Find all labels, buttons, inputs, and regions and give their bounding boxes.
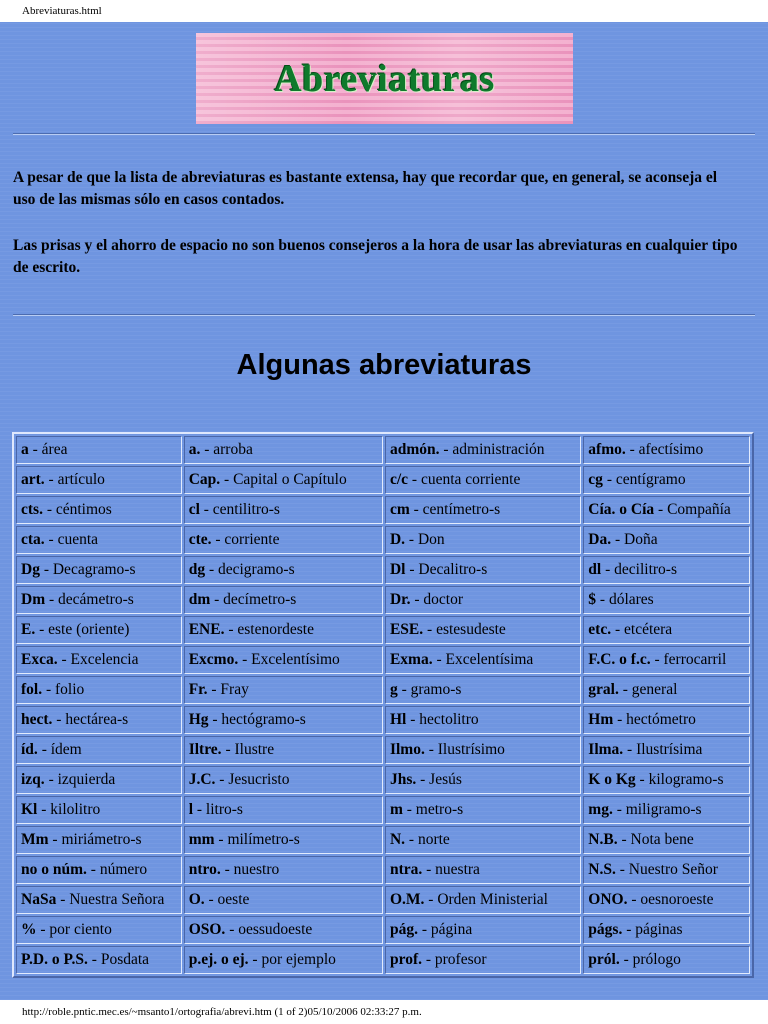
abbreviation-meaning: - Nuestro Señor (615, 861, 718, 878)
table-cell (184, 856, 383, 884)
abbreviation-meaning: - estesudeste (423, 621, 506, 638)
table-cell (583, 766, 750, 794)
table-cell (184, 796, 383, 824)
abbreviation: Exca. (21, 651, 58, 668)
table-cell (16, 646, 182, 674)
abbreviation: Excmo. (188, 651, 239, 668)
table-cell (385, 466, 581, 494)
table-cell (184, 526, 383, 554)
abbreviation-meaning: - este (oriente) (35, 621, 130, 638)
abbreviation: prof. (389, 951, 422, 968)
banner-title: Abreviaturas (274, 57, 495, 100)
table-cell (184, 436, 383, 464)
abbreviation: ENE. (188, 621, 225, 638)
abbreviation: dm (188, 591, 211, 608)
table-row (16, 796, 750, 824)
abbreviation: cts. (21, 501, 43, 518)
table-cell (16, 766, 182, 794)
table-cell (184, 466, 383, 494)
table-cell (583, 496, 750, 524)
abbreviation: págs. (588, 921, 623, 938)
abbreviation-meaning: - cuenta (44, 531, 99, 548)
abbreviation: % (21, 921, 37, 938)
title-banner (196, 33, 573, 124)
abbreviation-meaning: - por ciento (36, 921, 112, 938)
table-cell (385, 946, 581, 974)
table-cell (583, 916, 750, 944)
abbreviation-meaning: - Jesucristo (215, 771, 290, 788)
abbreviation: Fr. (188, 681, 208, 698)
abbreviation: Jhs. (389, 771, 417, 788)
table-cell (385, 496, 581, 524)
abbreviation: Hm (588, 711, 614, 728)
abbreviation: gral. (588, 681, 619, 698)
table-cell (16, 436, 182, 464)
abbreviation: mm (188, 831, 215, 848)
table-cell (385, 826, 581, 854)
table-cell (16, 886, 182, 914)
table-row (16, 706, 750, 734)
table-cell (385, 766, 581, 794)
table-cell (583, 676, 750, 704)
table-cell (583, 736, 750, 764)
table-cell (583, 556, 750, 584)
abbreviation: hect. (21, 711, 53, 728)
table-cell (16, 556, 182, 584)
abbreviation-meaning: - litro-s (193, 801, 243, 818)
table-cell (583, 796, 750, 824)
abbreviation: cg (588, 471, 603, 488)
abbreviation: pról. (588, 951, 620, 968)
abbreviation-meaning: - oesnoroeste (627, 891, 714, 908)
table-cell (385, 706, 581, 734)
abbreviation-meaning: - Nota bene (617, 831, 694, 848)
abbreviation-meaning: - Ilustre (221, 741, 275, 758)
abbreviation: Mm (21, 831, 49, 848)
table-cell (184, 646, 383, 674)
divider-top (13, 133, 755, 135)
abbreviations-table (12, 432, 754, 978)
abbreviation-meaning: - artículo (44, 471, 105, 488)
abbreviation-meaning: - hectógramo-s (208, 711, 306, 728)
abbreviation: ESE. (389, 621, 424, 638)
abbreviation-meaning: - nuestra (422, 861, 480, 878)
abbreviation-meaning: - kilogramo-s (635, 771, 724, 788)
abbreviation-meaning: - Fray (207, 681, 249, 698)
abbreviation-meaning: - miriámetro-s (48, 831, 142, 848)
abbreviation-meaning: - izquierda (44, 771, 116, 788)
table-row (16, 916, 750, 944)
section-title: Algunas abreviaturas (236, 349, 532, 381)
abbreviation-meaning: - centilitro-s (199, 501, 280, 518)
table-cell (184, 586, 383, 614)
abbreviation-meaning: - decámetro-s (45, 591, 134, 608)
table-row (16, 646, 750, 674)
table-row (16, 676, 750, 704)
abbreviation: F.C. o f.c. (588, 651, 651, 668)
table-row (16, 856, 750, 884)
table-cell (385, 616, 581, 644)
table-cell (16, 466, 182, 494)
table-cell (583, 436, 750, 464)
table-cell (184, 886, 383, 914)
table-cell (16, 526, 182, 554)
abbreviation: Dl (389, 561, 406, 578)
abbreviation-meaning: - Orden Ministerial (424, 891, 548, 908)
abbreviation: Cap. (188, 471, 221, 488)
abbreviation: g (389, 681, 398, 698)
abbreviation: O.M. (389, 891, 425, 908)
abbreviation: ONO. (588, 891, 628, 908)
abbreviation: afmo. (588, 441, 626, 458)
abbreviation: N. (389, 831, 406, 848)
abbreviation-meaning: - Jesús (416, 771, 462, 788)
abbreviation-meaning: - folio (42, 681, 85, 698)
abbreviation-meaning: - céntimos (42, 501, 112, 518)
abbreviation-meaning: - gramo-s (397, 681, 462, 698)
table-row (16, 766, 750, 794)
abbreviation-meaning: - centímetro-s (409, 501, 501, 518)
abbreviation: cta. (21, 531, 45, 548)
table-cell (16, 856, 182, 884)
table-cell (16, 586, 182, 614)
abbreviation: Cía. o Cía (588, 501, 655, 518)
abbreviation-meaning: - por ejemplo (248, 951, 336, 968)
table-cell (16, 676, 182, 704)
abbreviation-meaning: - nuestro (220, 861, 280, 878)
abbreviation: c/c (389, 471, 409, 488)
table-row (16, 616, 750, 644)
abbreviation-meaning: - miligramo-s (612, 801, 702, 818)
abbreviation-meaning: - milímetro-s (214, 831, 300, 848)
table-cell (583, 586, 750, 614)
abbreviation-meaning: - Excelentísimo (238, 651, 340, 668)
abbreviation: dg (188, 561, 206, 578)
abbreviation: p.ej. o ej. (188, 951, 249, 968)
abbreviation-meaning: - Posdata (87, 951, 150, 968)
table-row (16, 466, 750, 494)
abbreviation-meaning: - cuenta corriente (408, 471, 521, 488)
abbreviation-meaning: - oessudoeste (225, 921, 313, 938)
abbreviation: cl (188, 501, 200, 518)
table-cell (385, 526, 581, 554)
abbreviation-meaning: - Doña (611, 531, 658, 548)
table-row (16, 496, 750, 524)
pdf-page-footer: http://roble.pntic.mec.es/~msanto1/ortografia/abrevi.htm (1 of 2)05/10/2006 02:33:27 p.m. (0, 1000, 768, 1024)
abbreviation-meaning: - Ilustrísimo (424, 741, 505, 758)
abbreviation: a (21, 441, 29, 458)
table-cell (583, 526, 750, 554)
abbreviation-meaning: - metro-s (402, 801, 464, 818)
abbreviation: fol. (21, 681, 43, 698)
table-cell (16, 826, 182, 854)
abbreviation-meaning: - doctor (410, 591, 464, 608)
table-row (16, 586, 750, 614)
abbreviation-meaning: - Nuestra Señora (56, 891, 165, 908)
table-row (16, 886, 750, 914)
table-cell (16, 916, 182, 944)
abbreviation-meaning: - ídem (37, 741, 82, 758)
table-cell (184, 826, 383, 854)
abbreviation-meaning: - decímetro-s (210, 591, 297, 608)
abbreviation-meaning: - Excelentísima (432, 651, 534, 668)
abbreviation: OSO. (188, 921, 226, 938)
abbreviation-meaning: - decigramo-s (205, 561, 295, 578)
table-cell (184, 676, 383, 704)
abbreviation-meaning: - hectolitro (406, 711, 479, 728)
table-row (16, 736, 750, 764)
table-cell (583, 646, 750, 674)
table-row (16, 436, 750, 464)
table-cell (184, 766, 383, 794)
table-cell (583, 946, 750, 974)
abbreviation: Da. (588, 531, 612, 548)
abbreviation: Kl (21, 801, 38, 818)
abbreviation: mg. (588, 801, 613, 818)
abbreviation-meaning: - norte (405, 831, 450, 848)
abbreviation-meaning: - Capital o Capítulo (220, 471, 347, 488)
abbreviation: Dr. (389, 591, 411, 608)
table-cell (184, 706, 383, 734)
table-cell (583, 856, 750, 884)
table-row (16, 826, 750, 854)
table-cell (385, 556, 581, 584)
abbreviation: admón. (389, 441, 440, 458)
table-cell (385, 856, 581, 884)
abbreviation-meaning: - oeste (204, 891, 250, 908)
abbreviation: ntro. (188, 861, 221, 878)
abbreviation-meaning: - centígramo (602, 471, 686, 488)
abbreviation: Ilmo. (389, 741, 425, 758)
abbreviation: $ (588, 591, 597, 608)
abbreviation-meaning: - kilolitro (37, 801, 101, 818)
abbreviation-meaning: - corriente (211, 531, 280, 548)
abbreviation: Dm (21, 591, 46, 608)
abbreviation: D. (389, 531, 406, 548)
table-cell (16, 946, 182, 974)
abbreviation: N.B. (588, 831, 618, 848)
abbreviation-meaning: - Decagramo-s (39, 561, 136, 578)
abbreviation-meaning: - etcétera (611, 621, 673, 638)
abbreviation-meaning: - prólogo (619, 951, 681, 968)
table-cell (583, 616, 750, 644)
abbreviation: dl (588, 561, 602, 578)
abbreviation: etc. (588, 621, 612, 638)
table-cell (184, 496, 383, 524)
table-cell (385, 796, 581, 824)
table-cell (385, 886, 581, 914)
table-row (16, 556, 750, 584)
abbreviation-meaning: - estenordeste (224, 621, 314, 638)
abbreviation: NaSa (21, 891, 57, 908)
abbreviation: Ilma. (588, 741, 624, 758)
abbreviation-meaning: - hectómetro (613, 711, 696, 728)
abbreviation: P.D. o P.S. (21, 951, 88, 968)
table-cell (385, 646, 581, 674)
abbreviation: pág. (389, 921, 418, 938)
abbreviation-meaning: - afectísimo (625, 441, 704, 458)
abbreviation-meaning: - dólares (596, 591, 654, 608)
abbreviation: cte. (188, 531, 212, 548)
abbreviation: ntra. (389, 861, 423, 878)
abbreviation-meaning: - administración (439, 441, 545, 458)
abbreviation-meaning: - general (618, 681, 678, 698)
table-cell (385, 436, 581, 464)
table-cell (385, 916, 581, 944)
abbreviation: art. (21, 471, 45, 488)
abbreviation-meaning: - páginas (622, 921, 683, 938)
abbreviation: cm (389, 501, 410, 518)
abbreviation-meaning: - ferrocarril (650, 651, 727, 668)
table-cell (16, 796, 182, 824)
abbreviation: K o Kg (588, 771, 636, 788)
intro-paragraph-1: A pesar de que la lista de abreviaturas es bastante extensa, hay que recordar que, en general, se aconseja el uso de las mismas sólo en casos contados. (13, 169, 718, 208)
table-cell (385, 676, 581, 704)
abbreviation: izq. (21, 771, 45, 788)
abbreviation: Exma. (389, 651, 433, 668)
abbreviation-meaning: - página (417, 921, 473, 938)
abbreviation-meaning: - Excelencia (57, 651, 139, 668)
pdf-page-header: Abreviaturas.html (0, 0, 768, 22)
abbreviation: íd. (21, 741, 38, 758)
abbreviation: J.C. (188, 771, 216, 788)
abbreviation: N.S. (588, 861, 616, 878)
table-cell (184, 946, 383, 974)
abbreviations-table-body (16, 436, 750, 974)
abbreviation-meaning: - número (86, 861, 148, 878)
abbreviation: Dg (21, 561, 40, 578)
table-cell (385, 736, 581, 764)
abbreviation: O. (188, 891, 205, 908)
table-cell (583, 826, 750, 854)
table-cell (16, 496, 182, 524)
divider-bottom (13, 314, 755, 316)
table-cell (16, 706, 182, 734)
abbreviation-meaning: - hectárea-s (52, 711, 129, 728)
abbreviation: Hl (389, 711, 407, 728)
abbreviation: a. (188, 441, 201, 458)
table-row (16, 526, 750, 554)
abbreviation-meaning: - Don (405, 531, 445, 548)
abbreviation-meaning: - Ilustrísima (623, 741, 703, 758)
abbreviation: E. (21, 621, 36, 638)
abbreviation-meaning: - área (28, 441, 68, 458)
abbreviation: l (188, 801, 194, 818)
table-cell (184, 556, 383, 584)
table-cell (583, 886, 750, 914)
abbreviation-meaning: - decilitro-s (601, 561, 677, 578)
abbreviation-meaning: - profesor (421, 951, 487, 968)
abbreviation: no o núm. (21, 861, 87, 878)
abbreviation-meaning: - Decalitro-s (405, 561, 488, 578)
table-cell (184, 916, 383, 944)
intro-paragraph-2: Las prisas y el ahorro de espacio no son buenos consejeros a la hora de usar las abreviaturas en cualquier tipo de escrito. (13, 237, 738, 276)
table-cell (16, 736, 182, 764)
table-cell (184, 616, 383, 644)
abbreviation-meaning: - Compañía (654, 501, 731, 518)
table-cell (16, 616, 182, 644)
abbreviation: Hg (188, 711, 209, 728)
table-row (16, 946, 750, 974)
table-cell (385, 586, 581, 614)
abbreviation: m (389, 801, 403, 818)
table-cell (583, 706, 750, 734)
abbreviation-meaning: - arroba (200, 441, 253, 458)
table-cell (184, 736, 383, 764)
abbreviation: Iltre. (188, 741, 222, 758)
table-cell (583, 466, 750, 494)
